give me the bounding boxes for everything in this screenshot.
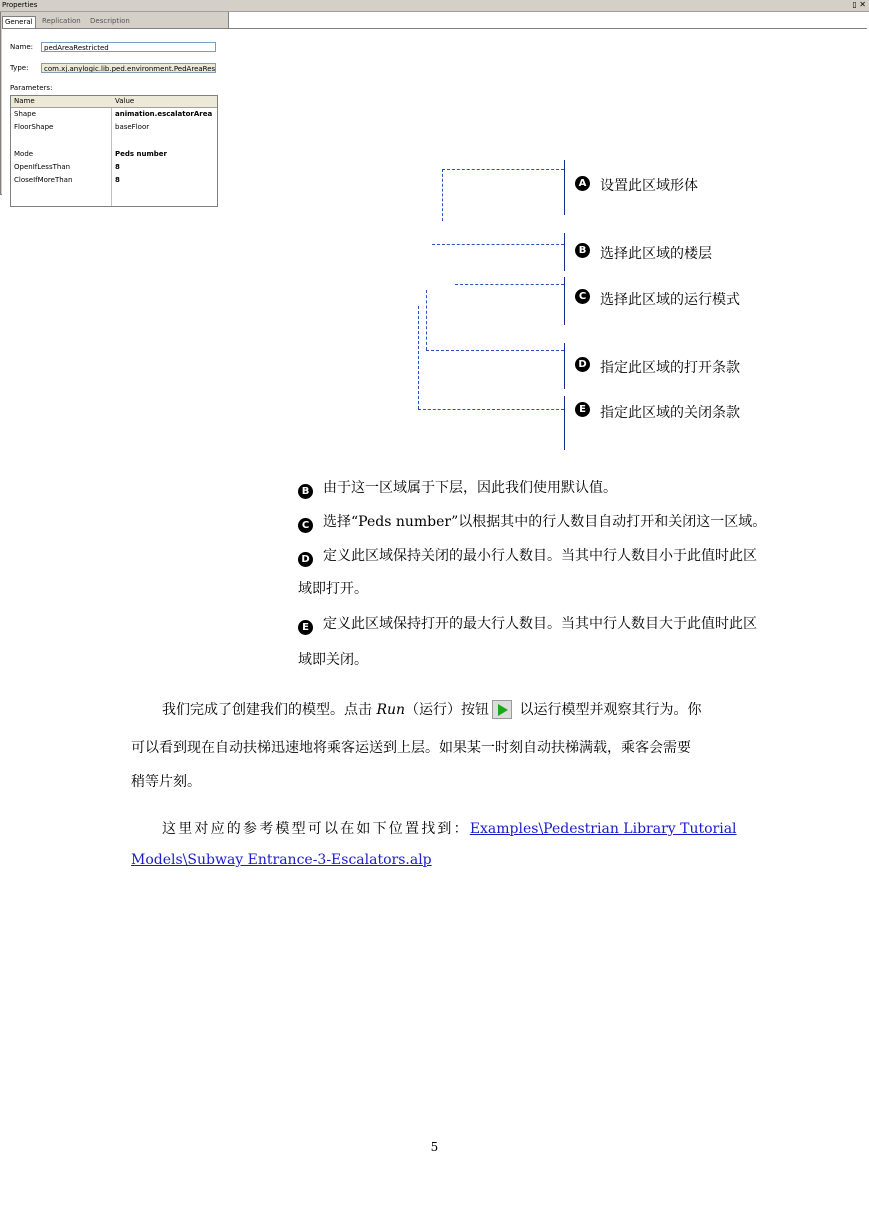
note-e-text-line1: 定义此区域保持打开的最大行人数目。当其中行人数目大于此值时此区 — [323, 616, 757, 632]
callout-d-text: 指定此区域的打开条款 — [600, 360, 740, 376]
callout-d-bar — [564, 343, 565, 389]
note-c-badge: C — [298, 518, 313, 533]
table-row — [11, 148, 217, 161]
note-d-badge: D — [298, 552, 313, 567]
callout-d-badge: D — [575, 357, 590, 372]
run-word: Run — [376, 702, 406, 718]
callout-b-badge: B — [575, 243, 590, 258]
note-d-text-line1: 定义此区域保持关闭的最小行人数目。当其中行人数目小于此值时此区 — [323, 548, 757, 564]
param-value: Peds number — [115, 150, 167, 158]
note-e-continuation: 域即关闭。 — [298, 652, 368, 668]
leader-a-vertical — [442, 169, 443, 221]
example-path-link-continuation[interactable]: Models\Subway Entrance-3-Escalators.alp — [131, 852, 432, 868]
param-value: 8 — [115, 163, 120, 171]
callout-a-text: 设置此区域形体 — [600, 178, 698, 194]
paragraph-2-line-2 — [131, 852, 432, 868]
parameters-label: Parameters: — [10, 84, 53, 92]
table-row — [11, 174, 217, 187]
param-value: 8 — [115, 176, 120, 184]
callout-c-badge: C — [575, 289, 590, 304]
leader-e-vertical — [418, 306, 419, 409]
panel-titlebar: Properties ▯ ✕ — [0, 0, 229, 12]
param-name: FloorShape — [14, 123, 54, 131]
leader-e-horizontal — [418, 409, 564, 410]
tab-description: Description — [90, 17, 130, 25]
name-field: pedAreaRestricted — [41, 42, 216, 52]
para1-text-c: 以运行模型并观察其行为。你 — [515, 702, 702, 718]
callout-a-badge: A — [575, 176, 590, 191]
run-button-icon — [492, 700, 512, 719]
callout-b-text: 选择此区域的楼层 — [600, 246, 712, 262]
note-e — [298, 613, 757, 635]
callout-e-badge: E — [575, 402, 590, 417]
param-name: CloseIfMoreThan — [14, 176, 73, 184]
note-b — [298, 477, 617, 499]
column-header-name: Name — [14, 97, 35, 105]
table-row — [11, 121, 217, 134]
paragraph-1-line-2: 可以看到现在自动扶梯迅速地将乘客运送到上层。如果某一时刻自动扶梯满载，乘客会需要 — [131, 740, 691, 756]
note-c-text: 选择“Peds number”以根据其中的行人数目自动打开和关闭这一区域。 — [323, 514, 767, 530]
callout-c-text: 选择此区域的运行模式 — [600, 292, 740, 308]
paragraph-1-line-1 — [162, 699, 701, 719]
callout-e-bar — [564, 396, 565, 450]
callout-e-text: 指定此区域的关闭条款 — [600, 405, 740, 421]
name-label: Name: — [10, 43, 34, 51]
paragraph-2-line-1 — [162, 818, 737, 838]
para2-text: 这里对应的参考模型可以在如下位置找到： — [162, 821, 470, 837]
param-name: Mode — [14, 150, 34, 158]
para1-text-a: 我们完成了创建我们的模型。点击 — [162, 702, 377, 718]
note-e-badge: E — [298, 620, 313, 635]
callout-b-bar — [564, 233, 565, 271]
note-d — [298, 545, 757, 567]
table-row — [11, 135, 217, 148]
table-header-row — [11, 96, 217, 108]
param-name: OpenIfLessThan — [14, 163, 71, 171]
type-label: Type: — [10, 64, 29, 72]
parameters-table — [10, 95, 218, 195]
leader-c-horizontal — [455, 284, 564, 285]
tab-replication: Replication — [42, 17, 81, 25]
table-row — [11, 108, 217, 121]
type-field: com.xj.anylogic.lib.ped.environment.PedAreaRes — [41, 63, 216, 73]
table-row — [11, 161, 217, 174]
param-value: animation.escalatorArea — [115, 110, 213, 118]
callout-a-bar — [564, 160, 565, 215]
leader-d-vertical — [426, 290, 427, 350]
para1-text-b: （运行）按钮 — [405, 702, 490, 718]
paragraph-1-line-3: 稍等片刻。 — [131, 774, 201, 790]
tab-general: General — [2, 16, 36, 28]
page-number: 5 — [430, 1140, 439, 1154]
param-name: Shape — [14, 110, 36, 118]
panel-tabs — [2, 16, 229, 29]
leader-b-horizontal — [432, 244, 564, 245]
param-value: baseFloor — [115, 123, 150, 131]
note-b-badge: B — [298, 484, 313, 499]
leader-a-horizontal — [442, 169, 564, 170]
example-path-link[interactable]: Examples\Pedestrian Library Tutorial — [469, 821, 737, 837]
callout-c-bar — [564, 277, 565, 325]
note-b-text: 由于这一区域属于下层，因此我们使用默认值。 — [323, 480, 617, 496]
column-header-value: Value — [115, 97, 135, 105]
leader-d-horizontal — [426, 350, 564, 351]
panel-title: Properties — [2, 1, 38, 9]
note-c — [298, 511, 766, 533]
note-d-continuation: 域即打开。 — [298, 581, 368, 597]
